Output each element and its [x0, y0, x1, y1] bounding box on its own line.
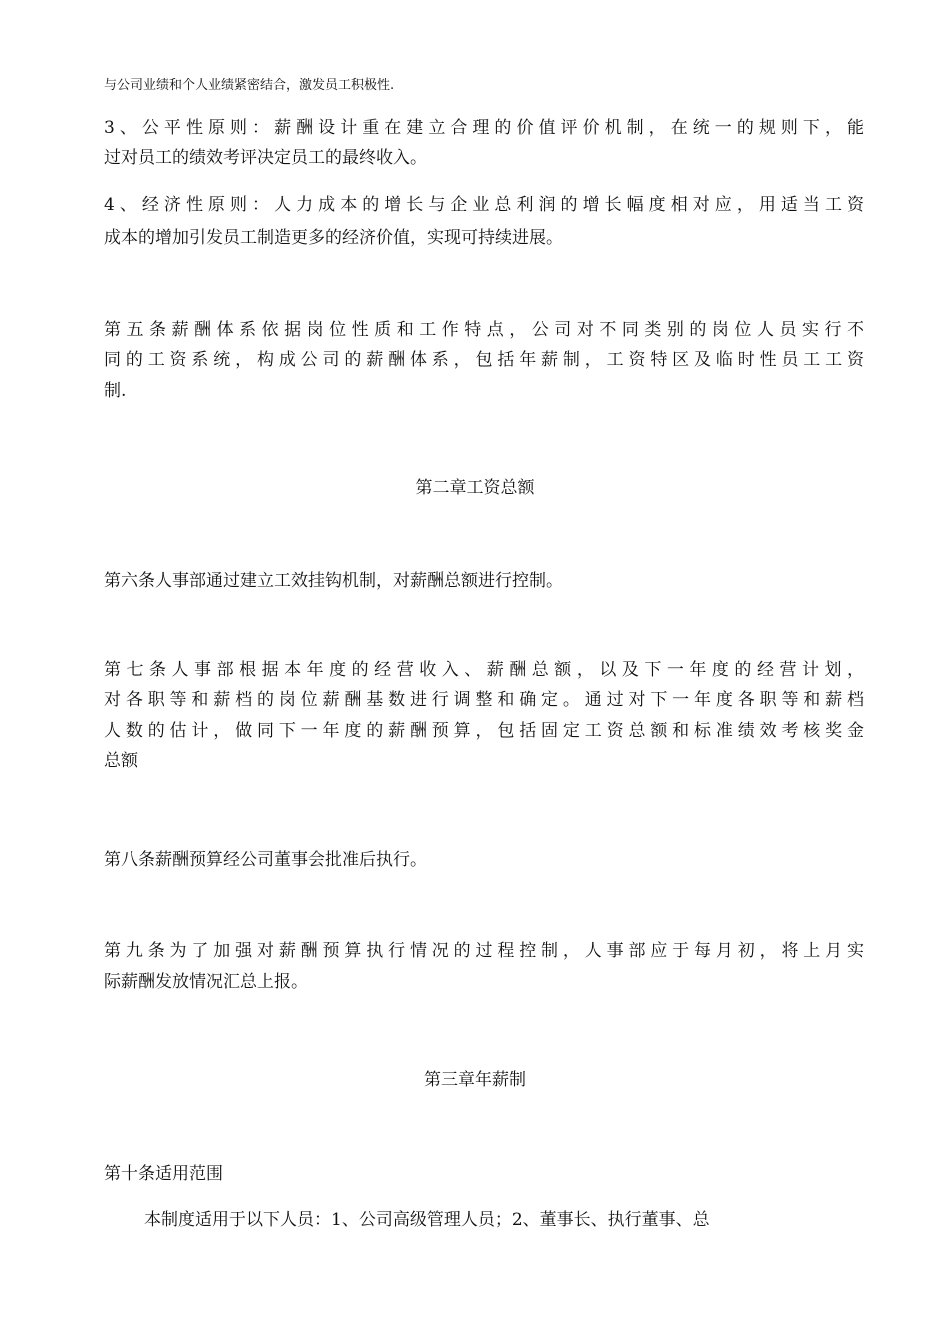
- text-line: 同的工资系统，构成公司的薪酬体系，包括年薪制，工资特区及临时性员工工资: [104, 350, 864, 370]
- text-line: 第八条薪酬预算经公司董事会批准后执行。: [104, 850, 427, 870]
- text-line: 第九条为了加强对薪酬预算执行情况的过程控制，人事部应于每月初，将上月实: [104, 941, 864, 961]
- text-line: 总额: [104, 751, 138, 771]
- text-line: 制.: [104, 381, 127, 401]
- text-line: 对各职等和薪档的岗位薪酬基数进行调整和确定。通过对下一年度各职等和薪档: [104, 690, 864, 710]
- text-line: 第七条人事部根据本年度的经营收入、薪酬总额，以及下一年度的经营计划，: [104, 660, 864, 680]
- text-line: 人数的估计，做同下一年度的薪酬预算，包括固定工资总额和标准绩效考核奖金: [104, 721, 864, 741]
- chapter-heading: 第三章年薪制: [424, 1070, 526, 1090]
- text-line: 与公司业绩和个人业绩紧密结合，激发员工积极性.: [104, 78, 395, 93]
- text-line: 际薪酬发放情况汇总上报。: [104, 972, 308, 992]
- text-line: 本制度适用于以下人员：1、公司高级管理人员；2、董事长、执行董事、总: [144, 1210, 710, 1230]
- text-line: 成本的增加引发员工制造更多的经济价值，实现可持续进展。: [104, 228, 563, 248]
- chapter-heading: 第二章工资总额: [415, 478, 535, 498]
- text-line: 第五条薪酬体系依据岗位性质和工作特点，公司对不同类别的岗位人员实行不: [104, 320, 864, 340]
- text-line: 第六条人事部通过建立工效挂钩机制，对薪酬总额进行控制。: [104, 571, 563, 591]
- text-line: 过对员工的绩效考评决定员工的最终收入。: [104, 148, 427, 168]
- text-line: 3、公平性原则：薪酬设计重在建立合理的价值评价机制，在统一的规则下，能: [104, 118, 864, 138]
- text-line: 4、经济性原则：人力成本的增长与企业总利润的增长幅度相对应，用适当工资: [104, 195, 864, 215]
- text-line: 第十条适用范围: [104, 1164, 223, 1184]
